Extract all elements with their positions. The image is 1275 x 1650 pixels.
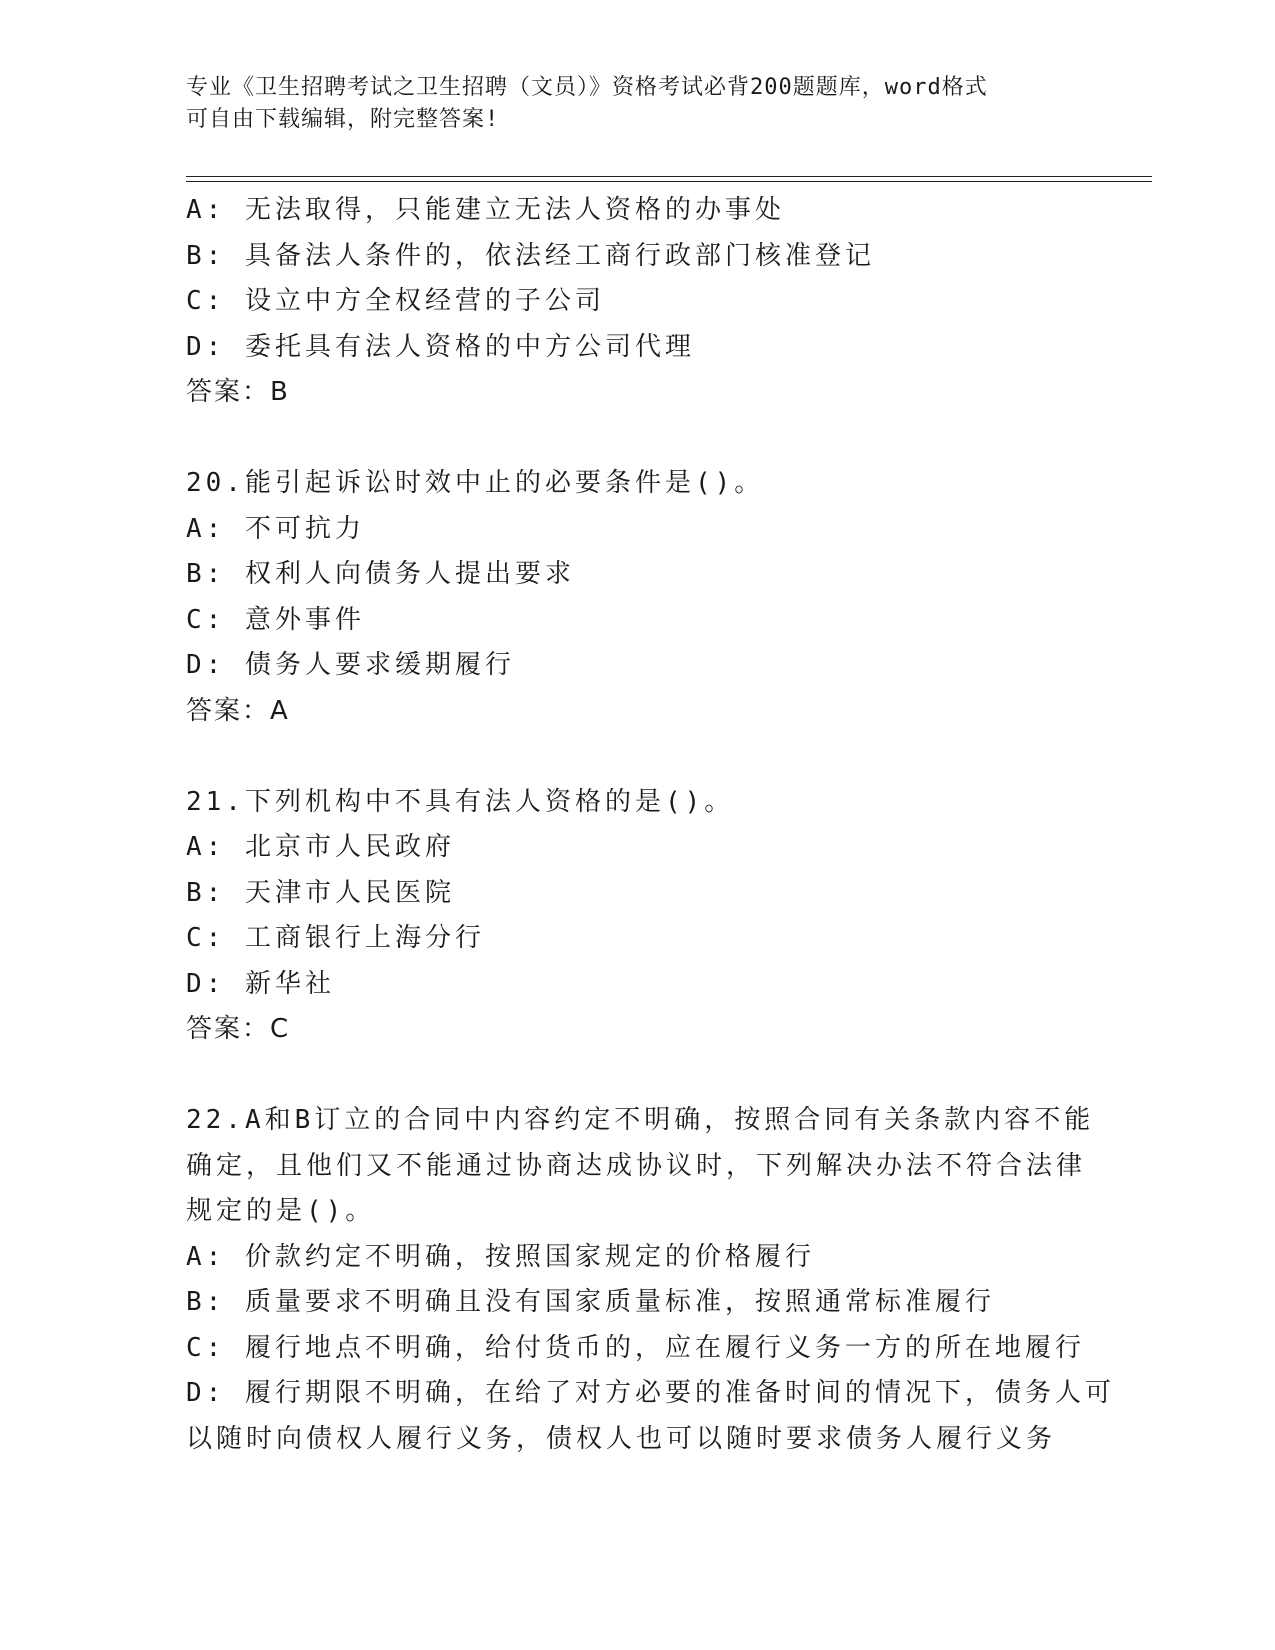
option-line: A: 北京市人民政府 [186,832,455,862]
question-stem: 20.能引起诉讼时效中止的必要条件是()。 [186,468,765,498]
header-divider-bottom [186,181,1152,182]
option-line: C: 履行地点不明确，给付货币的，应在履行义务一方的所在地履行 [186,1332,1085,1363]
question-stem: 22.A和B订立的合同中内容约定不明确，按照合同有关条款内容不能 [186,1105,1095,1135]
option-line: C: 意外事件 [186,604,365,635]
option-line: D: 履行期限不明确，在给了对方必要的准备时间的情况下，债务人可 [186,1378,1115,1408]
option-line: C: 工商银行上海分行 [186,923,485,953]
option-line: B: 天津市人民医院 [186,877,455,908]
answer-line: 答案：A [186,695,290,726]
question-list [186,188,1115,1462]
spacer [186,734,1086,780]
option-line: C: 设立中方全权经营的子公司 [186,286,605,316]
question-stem: 确定，且他们又不能通过协商达成协议时，下列解决办法不符合法律 [186,1150,1087,1181]
option-line: D: 新华社 [186,968,335,999]
header-divider-top [186,176,1152,177]
spacer [186,1053,1086,1099]
header-line-1: 专业《卫生招聘考试之卫生招聘（文员）》资格考试必背200题题库，word格式 [186,75,988,100]
spacer [186,416,1086,462]
option-line: A: 无法取得，只能建立无法人资格的办事处 [186,195,785,225]
option-line: B: 质量要求不明确且没有国家质量标准，按照通常标准履行 [186,1287,995,1317]
document-header [186,72,1066,136]
option-line: B: 权利人向债务人提出要求 [186,559,575,589]
header-line-2: 可自由下载编辑，附完整答案! [186,107,500,132]
option-line: D: 委托具有法人资格的中方公司代理 [186,331,695,362]
option-line: A: 价款约定不明确，按照国家规定的价格履行 [186,1241,815,1272]
option-line: A: 不可抗力 [186,513,365,544]
question-stem: 规定的是()。 [186,1196,376,1226]
question-stem: 21.下列机构中不具有法人资格的是()。 [186,786,735,817]
answer-line: 答案：B [186,377,290,407]
option-line: B: 具备法人条件的，依法经工商行政部门核准登记 [186,240,875,271]
option-line: D: 债务人要求缓期履行 [186,650,515,680]
option-line: 以随时向债权人履行义务，债权人也可以随时要求债务人履行义务 [186,1423,1057,1454]
answer-line: 答案：C [186,1014,291,1044]
